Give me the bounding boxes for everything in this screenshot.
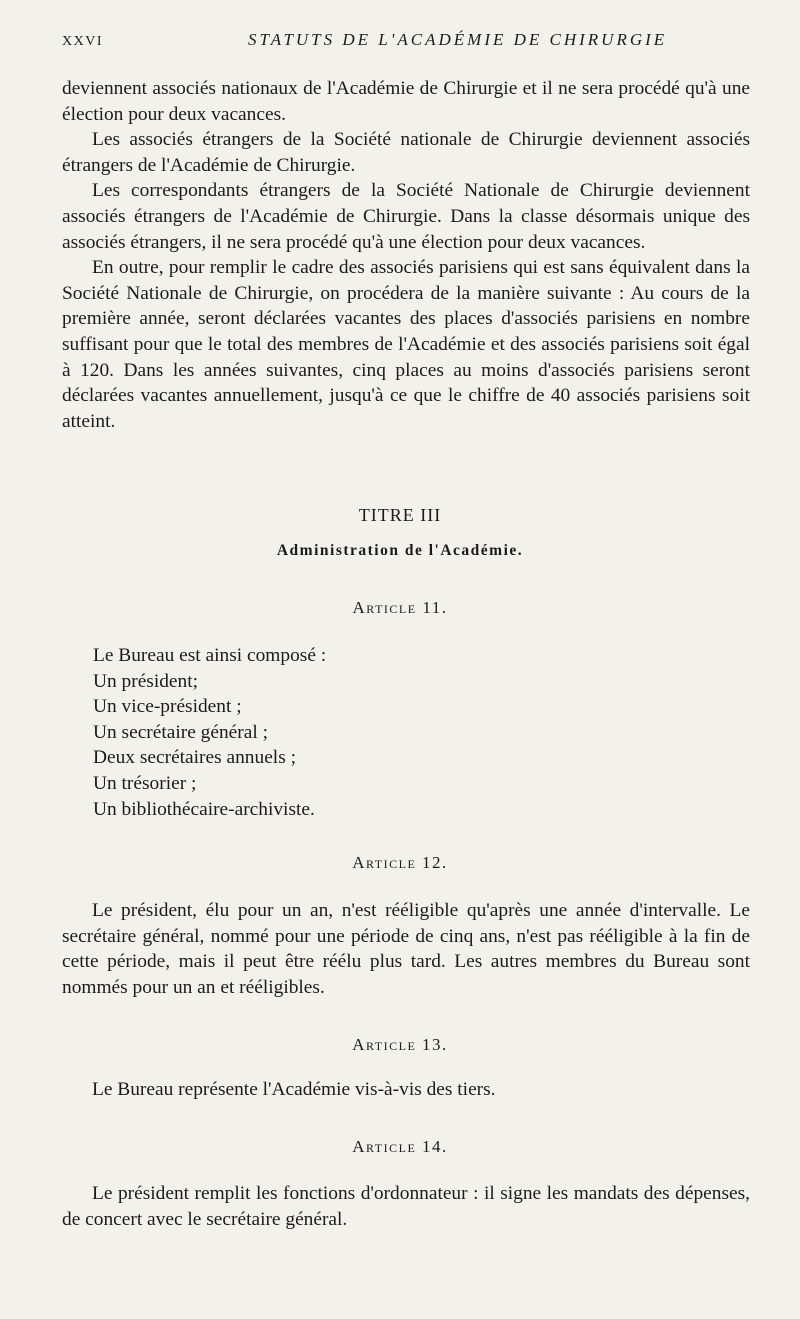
intro-section xyxy=(62,76,750,434)
running-header xyxy=(62,30,748,58)
article-13-section xyxy=(62,1077,750,1103)
article-12-section xyxy=(62,898,750,1000)
list-item: Un trésorier ; xyxy=(93,772,197,794)
list-item: Un vice-président ; xyxy=(93,696,242,718)
paragraph-4: En outre, pour remplir le cadre des associés parisiens qui est sans équivalent dans la Société Nationale de Chirurgie, on procédera de la manière suivante : Au cours de la première année, seront déclarées vacantes des places d'associés parisiens en nombre suffisant pour que le total des membres de l'Académie et des associés parisiens soit égal à 120. Dans les années suivantes, cinq places au moins d'associés parisiens seront déclarées vacantes annuellement, jusqu'à ce que le chiffre de 40 associés parisiens soit atteint. xyxy=(62,257,750,432)
section-subtitle: Administration de l'Académie. xyxy=(276,542,524,559)
article-14-text: Le président remplit les fonctions d'ordonnateur : il signe les mandats des dépenses, de concert avec le secrétaire général. xyxy=(62,1183,750,1230)
article-13-heading: Article 13. xyxy=(352,1035,448,1054)
list-item: Un bibliothécaire-archiviste. xyxy=(93,798,315,820)
article-14-heading: Article 14. xyxy=(352,1137,448,1156)
list-item: Un président; xyxy=(93,670,199,692)
page-number: XXVI xyxy=(62,34,103,49)
article-11-heading: Article 11. xyxy=(352,598,448,617)
list-item: Un secrétaire général ; xyxy=(93,721,268,743)
article-11-intro: Le Bureau est ainsi composé : xyxy=(93,645,327,666)
paragraph-3: Les correspondants étrangers de la Société Nationale de Chirurgie deviennent associés étrangers de l'Académie de Chirurgie. Dans la classe désormais unique des associés étrangers, il ne sera procédé qu'à une élection pour deux vacances. xyxy=(62,180,750,253)
running-title: STATUTS DE L'ACADÉMIE DE CHIRURGIE xyxy=(248,30,668,49)
article-12-heading: Article 12. xyxy=(352,853,448,872)
paragraph-2: Les associés étrangers de la Société nationale de Chirurgie deviennent associés étrangers de l'Académie de Chirurgie. xyxy=(62,129,750,176)
article-13-text: Le Bureau représente l'Académie vis-à-vis des tiers. xyxy=(92,1079,496,1100)
article-14-section xyxy=(62,1181,750,1232)
list-item: Deux secrétaires annuels ; xyxy=(93,747,296,769)
article-11-list xyxy=(93,643,753,822)
paragraph-1: deviennent associés nationaux de l'Académie de Chirurgie et il ne sera procédé qu'à une élection pour deux vacances. xyxy=(62,78,750,125)
titre-heading: TITRE III xyxy=(358,505,442,525)
article-12-text: Le président, élu pour un an, n'est rééligible qu'après une année d'intervalle. Le secrétaire général, nommé pour une période de cinq ans, n'est pas rééligible à la fin de cette période, mais il peut être réélu plus tard. Les autres membres du Bureau sont nommés pour un an et rééligibles. xyxy=(62,900,750,998)
